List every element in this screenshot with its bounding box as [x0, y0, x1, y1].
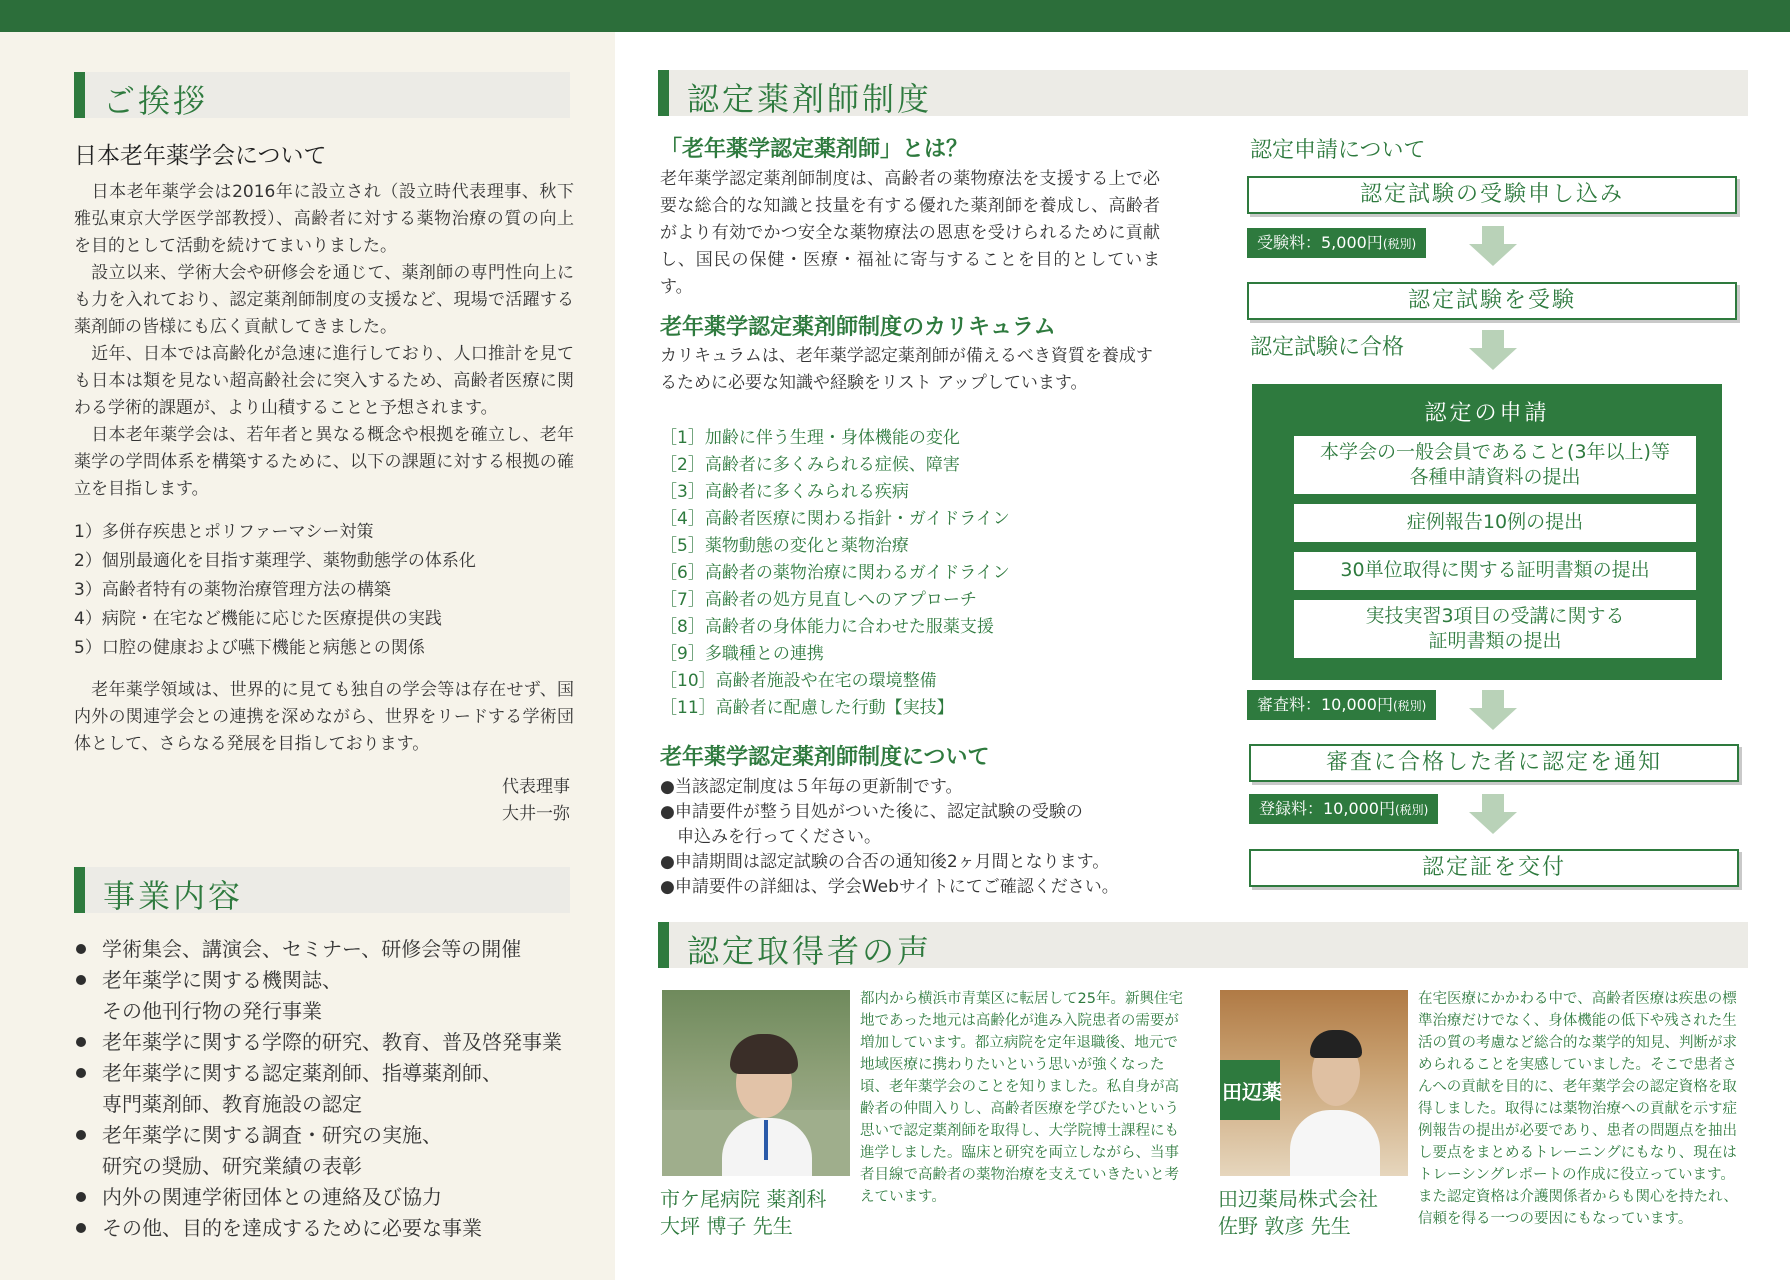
curriculum-text-item: 高齢者に配慮した行動【実技】 [715, 698, 954, 718]
curriculum-text-item: 高齢者医療に関わる指針・ガイドライン [704, 509, 1010, 529]
business-header-text: 事業内容 [103, 877, 244, 915]
curriculum-text-item: 高齢者施設や在宅の環境整備 [715, 671, 937, 691]
issue-list [74, 518, 476, 663]
application-item [1294, 552, 1696, 590]
greeting-body [74, 179, 574, 503]
curriculum-item [660, 452, 1010, 479]
curriculum-num: ［9］ [660, 644, 705, 664]
person-photo-1 [662, 990, 850, 1176]
business-item [76, 1058, 596, 1120]
curriculum-num: ［11］ [660, 698, 716, 718]
store-sign-text: 田辺薬 [1222, 1080, 1282, 1104]
voices-header [658, 922, 1748, 968]
about-title: 老年薬学認定薬剤師制度について [660, 745, 990, 770]
issue-item: 4）病院・在宅など機能に応じた医療提供の実践 [74, 609, 442, 629]
curriculum-text-item: 加齢に伴う生理・身体機能の変化 [704, 428, 960, 448]
curriculum-num: ［4］ [660, 509, 705, 529]
registration-fee-badge [1249, 794, 1438, 824]
about-item: ●申請要件が整う目処がついた後に、認定試験の受験の [660, 802, 1083, 822]
bullet-dot [76, 1037, 86, 1047]
business-item [76, 1120, 596, 1182]
person1-text: 都内から横浜市青葉区に転居して25年。新興住宅地であった地元は高齢化が進み入院患者の需要が増加しています。都立病院を定年退職後、地元で地域医療に携わりたいという思いが強くなった頃、老年薬学会のことを知りました。私自身が高齢者の仲間入りし、高齢者医療を学びたいという思いで認定薬剤師を取得し、大学院博士課程にも進学しました。臨床と研究を両立しながら、当事者目線で高齢者の薬物治療を支えていきたいと考えています。 [860, 991, 1183, 1205]
bullet-dot [76, 975, 86, 985]
greeting-header-text: ご挨拶 [103, 82, 209, 120]
fee-label: 審査料：10,000円 [1257, 695, 1393, 714]
business-item-line: その他刊行物の発行事業 [102, 999, 322, 1023]
curriculum-text-item: 薬物動態の変化と薬物治療 [704, 536, 909, 556]
curriculum-num: ［7］ [660, 590, 705, 610]
person2-text: 在宅医療にかかわる中で、高齢者医療は疾患の標準治療だけでなく、身体機能の低下や残された生活の質の考慮など総合的な薬学的知見、判断が求められることを実感していました。そこで患者さんへの貢献を目的に、老年薬学会の認定資格を取得しました。取得には薬物治療への貢献を示す症例報告の提出が必要であり、患者の問題点を抽出し要点をまとめるトレーニングにもなり、現在はトレーシングレポートの作成に役立っています。また認定資格は介護関係者からも関心を持たれ、信頼を得る一つの要因にもなっています。 [1418, 991, 1738, 1227]
curriculum-num: ［10］ [660, 671, 716, 691]
curriculum-text: カリキュラムは、老年薬学認定薬剤師が備えるべき資質を養成するために必要な知識や経験をリスト アップしています。 [660, 346, 1153, 393]
curriculum-text-item: 高齢者の身体能力に合わせた服薬支援 [704, 617, 994, 637]
greeting-paragraph: 設立以来、学術大会や研修会を通じて、薬剤師の専門性向上にも力を入れており、認定薬剤師制度の支援など、現場で活躍する薬剤師の皆様にも広く貢献してきました。 [74, 263, 574, 337]
flow-step-label: 審査に合格した者に認定を通知 [1325, 750, 1662, 775]
flow-step-notify [1249, 744, 1739, 782]
curriculum-num: ［5］ [660, 536, 705, 556]
curriculum-item [660, 587, 1010, 614]
curriculum-num: ［8］ [660, 617, 705, 637]
curriculum-item [660, 425, 1010, 452]
bullet-dot [76, 1192, 86, 1202]
business-list [76, 934, 596, 1244]
greeting-paragraph: 日本老年薬学会は、若年者と異なる概念や根拠を確立し、老年薬学の学問体系を構築するために、以下の課題に対する根拠の確立を目指します。 [74, 425, 574, 499]
curriculum-num: ［3］ [660, 482, 705, 502]
application-item [1294, 436, 1696, 494]
curriculum-item [660, 506, 1010, 533]
business-item [76, 1213, 596, 1244]
application-title: 認定の申請 [1424, 401, 1550, 426]
business-item [76, 934, 596, 965]
issue-item: 3）高齢者特有の薬物治療管理方法の構築 [74, 580, 391, 600]
business-item-line: 学術集会、講演会、セミナー、研修会等の開催 [102, 937, 522, 961]
curriculum-item [660, 560, 1010, 587]
curriculum-num: ［6］ [660, 563, 705, 583]
business-item-line: 老年薬学に関する機関誌、 [102, 968, 342, 992]
curriculum-item [660, 668, 1010, 695]
pass-label: 認定試験に合格 [1250, 335, 1405, 360]
bullet-dot [76, 1068, 86, 1078]
business-item-line: 老年薬学に関する認定薬剤師、指導薬剤師、 [102, 1061, 502, 1085]
business-item-line: 内外の関連学術団体との連絡及び協力 [102, 1185, 442, 1209]
person1-name: 大坪 博子 先生 [660, 1214, 793, 1238]
business-item-line: 専門薬剤師、教育施設の認定 [102, 1092, 362, 1116]
flow-step-apply-exam [1247, 176, 1737, 214]
flow-step-certificate [1249, 849, 1739, 887]
application-item [1294, 600, 1696, 658]
system-header-text: 認定薬剤師制度 [687, 80, 933, 118]
business-item-line: 研究の奨励、研究業績の表彰 [102, 1154, 362, 1178]
signature [400, 774, 570, 828]
application-item-line: 実技実習3項目の受講に関する [1365, 605, 1625, 627]
person2-name: 佐野 敦彦 先生 [1218, 1214, 1351, 1238]
bullet-dot [76, 1130, 86, 1140]
curriculum-text-item: 高齢者に多くみられる症候、障害 [704, 455, 960, 475]
exam-fee-badge [1247, 228, 1426, 258]
business-item [76, 965, 596, 1027]
about-item: ●申請要件の詳細は、学会Webサイトにてご確認ください。 [660, 877, 1119, 897]
bullet-dot [76, 1223, 86, 1233]
system-header [658, 70, 1748, 116]
issue-item: 1）多併存疾患とポリファーマシー対策 [74, 522, 374, 542]
business-item [76, 1182, 596, 1213]
business-item-line: その他、目的を達成するために必要な事業 [102, 1216, 482, 1240]
fee-note: (税別) [1382, 237, 1417, 251]
curriculum-item [660, 614, 1010, 641]
bullet-dot [76, 944, 86, 954]
application-item [1294, 504, 1696, 542]
issue-item: 5）口腔の健康および嚥下機能と病態との関係 [74, 638, 425, 658]
business-item [76, 1027, 596, 1058]
issue-item: 2）個別最適化を目指す薬理学、薬物動態学の体系化 [74, 551, 476, 571]
fee-note: (税別) [1393, 699, 1427, 713]
what-title: 「老年薬学認定薬剤師」とは？ [660, 137, 969, 162]
curriculum-text-item: 高齢者の処方見直しへのアプローチ [704, 590, 977, 610]
about-item: ●申請期間は認定試験の合否の通知後2ヶ月間となります。 [660, 852, 1110, 872]
application-item-line: 各種申請資料の提出 [1409, 466, 1581, 488]
voices-header-text: 認定取得者の声 [687, 932, 933, 970]
curriculum-text-item: 多職種との連携 [704, 644, 824, 664]
about-item: ●当該認定制度は５年毎の更新制です。 [660, 777, 963, 797]
greeting-closing: 老年薬学領域は、世界的に見ても独自の学会等は存在せず、国内外の関連学会との連携を深めながら、世界をリードする学術団体として、さらなる発展を目指しております。 [74, 680, 574, 754]
application-panel [1252, 384, 1722, 680]
person1-affiliation: 市ケ尾病院 薬剤科 [660, 1187, 827, 1211]
application-item-line: 30単位取得に関する証明書類の提出 [1340, 559, 1650, 581]
curriculum-num: ［1］ [660, 428, 705, 448]
top-band [0, 0, 1790, 32]
curriculum-text-item: 高齢者に多くみられる疾病 [704, 482, 909, 502]
about-list [660, 775, 1119, 900]
person2-caption [1218, 1186, 1378, 1240]
application-item-line: 証明書類の提出 [1428, 630, 1562, 652]
what-text: 老年薬学認定薬剤師制度は、高齢者の薬物療法を支援する上で必要な総合的な知識と技量を有する優れた薬剤師を養成し、高齢者がより有効でかつ安全な薬物療法の恩恵を受けられるために貢献し、国民の保健・医療・福祉に寄与することを目的としています。 [660, 169, 1160, 297]
curriculum-item [660, 479, 1010, 506]
flow-step-label: 認定試験の受験申し込み [1359, 182, 1624, 207]
business-header [74, 867, 570, 913]
fee-label: 受験料：5,000円 [1257, 233, 1383, 252]
person-photo-2 [1220, 990, 1408, 1176]
application-item-line: 症例報告10例の提出 [1406, 511, 1584, 533]
about-item: 申込みを行ってください。 [660, 827, 881, 847]
person2-affiliation: 田辺薬局株式会社 [1218, 1187, 1378, 1211]
fee-label: 登録料：10,000円 [1259, 799, 1395, 818]
curriculum-item [660, 533, 1010, 560]
flow-title: 認定申請について [1250, 138, 1426, 163]
business-item-line: 老年薬学に関する調査・研究の実施、 [102, 1123, 442, 1147]
application-item-line: 本学会の一般会員であること(3年以上)等 [1320, 441, 1670, 463]
signature-name: 大井一弥 [502, 804, 570, 824]
flow-step-label: 認定証を交付 [1421, 855, 1566, 880]
greeting-paragraph: 日本老年薬学会は2016年に設立され（設立時代表理事、秋下雅弘東京大学医学部教授）、高齢者に対する薬物治療の質の向上を目的として活動を続けてまいりました。 [74, 182, 574, 256]
curriculum-title: 老年薬学認定薬剤師制度のカリキュラム [660, 315, 1056, 340]
business-item-line: 老年薬学に関する学際的研究、教育、普及啓発事業 [102, 1030, 562, 1054]
greeting-paragraph: 近年、日本では高齢化が急速に進行しており、人口推計を見ても日本は類を見ない超高齢社会に突入するため、高齢者医療に関わる学術的課題が、より山積することと予想されます。 [74, 344, 574, 418]
fee-note: (税別) [1395, 803, 1429, 817]
review-fee-badge [1247, 690, 1436, 720]
person1-caption [660, 1186, 826, 1240]
flow-step-take-exam [1247, 282, 1737, 320]
greeting-header [74, 72, 570, 118]
greeting-subtitle: 日本老年薬学会について [74, 143, 327, 169]
curriculum-list [660, 425, 1010, 722]
curriculum-num: ［2］ [660, 455, 705, 475]
signature-title: 代表理事 [502, 777, 570, 797]
curriculum-item [660, 695, 1010, 722]
curriculum-item [660, 641, 1010, 668]
curriculum-text-item: 高齢者の薬物治療に関わるガイドライン [704, 563, 1010, 583]
flow-step-label: 認定試験を受験 [1407, 288, 1576, 313]
